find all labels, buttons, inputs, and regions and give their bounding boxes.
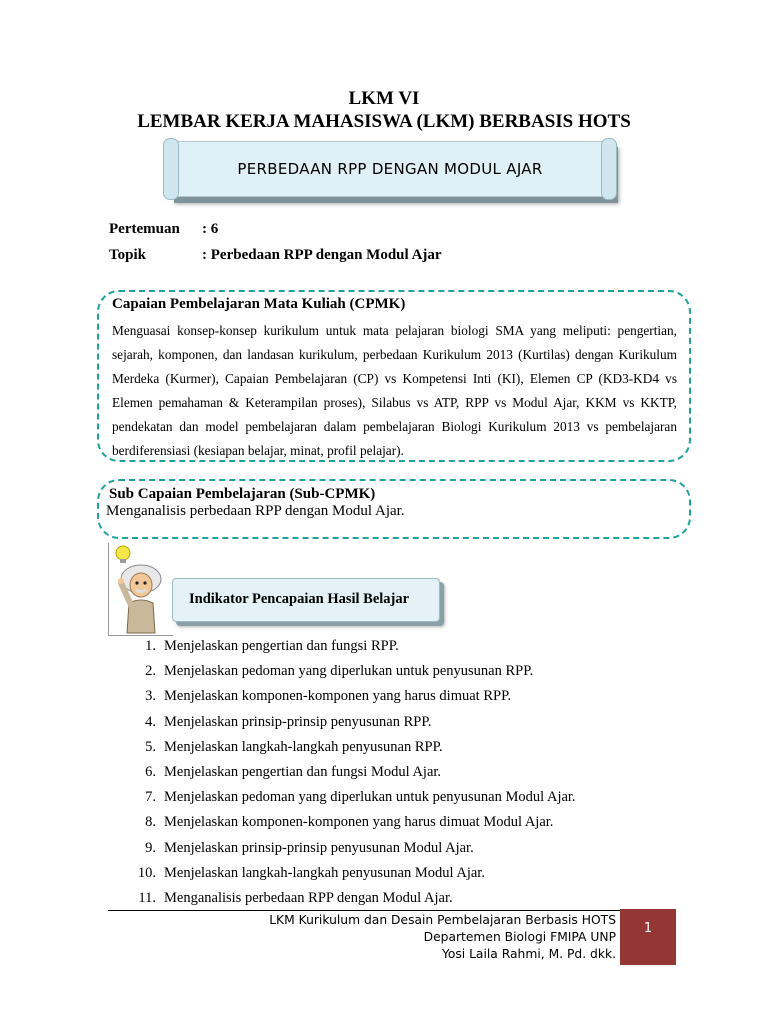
pertemuan-label: Pertemuan	[109, 221, 180, 237]
indikator-heading: Indikator Pencapaian Hasil Belajar	[189, 591, 410, 607]
document-title: LKM VI	[348, 88, 420, 109]
footer-department: Departemen Biologi FMIPA UNP	[423, 930, 616, 944]
list-item: 4. Menjelaskan prinsip-prinsip penyusunan RPP.	[145, 713, 432, 730]
indikator-list	[130, 636, 576, 913]
list-item: 7. Menjelaskan pedoman yang diperlukan untuk penyusunan Modul Ajar.	[145, 789, 576, 806]
page-number-box	[620, 909, 676, 965]
footer-divider	[108, 910, 620, 911]
topik-label: Topik	[109, 247, 146, 263]
topic-banner-label: PERBEDAAN RPP DENGAN MODUL AJAR	[237, 160, 543, 178]
list-item: 8. Menjelaskan komponen-komponen yang harus dimuat Modul Ajar.	[145, 814, 554, 831]
einstein-illustration	[108, 543, 173, 636]
subcpmk-heading: Sub Capaian Pembelajaran (Sub-CPMK)	[109, 486, 376, 502]
indikator-tab	[172, 578, 440, 622]
list-item: 5. Menjelaskan langkah-langkah penyusunan RPP.	[145, 738, 443, 755]
professor-lightbulb-icon	[109, 543, 173, 635]
list-item: 6. Menjelaskan pengertian dan fungsi Modul Ajar.	[145, 763, 442, 780]
footer-author: Yosi Laila Rahmi, M. Pd. dkk.	[441, 947, 616, 961]
pertemuan-value: : 6	[202, 221, 219, 237]
footer-info	[269, 912, 616, 963]
topic-banner	[168, 141, 612, 197]
document-subtitle: LEMBAR KERJA MAHASISWA (LKM) BERBASIS HOTS	[137, 111, 631, 132]
cpmk-box	[97, 290, 691, 462]
list-item: 9. Menjelaskan prinsip-prinsip penyusunan Modul Ajar.	[145, 839, 474, 856]
list-item: 10. Menjelaskan langkah-langkah penyusunan Modul Ajar.	[137, 864, 485, 881]
topik-value: : Perbedaan RPP dengan Modul Ajar	[202, 247, 442, 263]
list-item: 11. Menganalisis perbedaan RPP dengan Modul Ajar.	[138, 889, 453, 906]
subcpmk-text: Menganalisis perbedaan RPP dengan Modul Ajar.	[106, 503, 405, 519]
cpmk-text: Menguasai konsep-konsep kurikulum untuk mata pelajaran biologi SMA yang meliputi: pengertian, sejarah, komponen, dan landasan kurikulum, perbedaan Kurikulum 2013 (Kurtilas) dengan Kurikulum Merdeka (Kurmer), Capaian Pembelajaran (CP) vs Kompetensi Inti (KI), Elemen CP (KD3-KD4 vs Elemen pemahaman & Keterampilan proses), Silabus vs ATP, RPP vs Modul Ajar, KKM vs KKTP, pendekatan dan model pembelajaran dalam pembelajaran Biologi Kurikulum 2013 vs pembelajaran berdiferensiasi (kesiapan belajar, minat, profil pelajar).	[112, 323, 677, 458]
page-number: 1	[643, 921, 653, 936]
footer-course: LKM Kurikulum dan Desain Pembelajaran Berbasis HOTS	[269, 913, 616, 927]
cpmk-heading: Capaian Pembelajaran Mata Kuliah (CPMK)	[112, 296, 406, 312]
subcpmk-box	[97, 479, 691, 539]
list-item: 1. Menjelaskan pengertian dan fungsi RPP.	[145, 638, 399, 654]
list-item: 3. Menjelaskan komponen-komponen yang harus dimuat RPP.	[145, 688, 512, 705]
list-item: 2. Menjelaskan pedoman yang diperlukan untuk penyusunan RPP.	[145, 663, 534, 680]
